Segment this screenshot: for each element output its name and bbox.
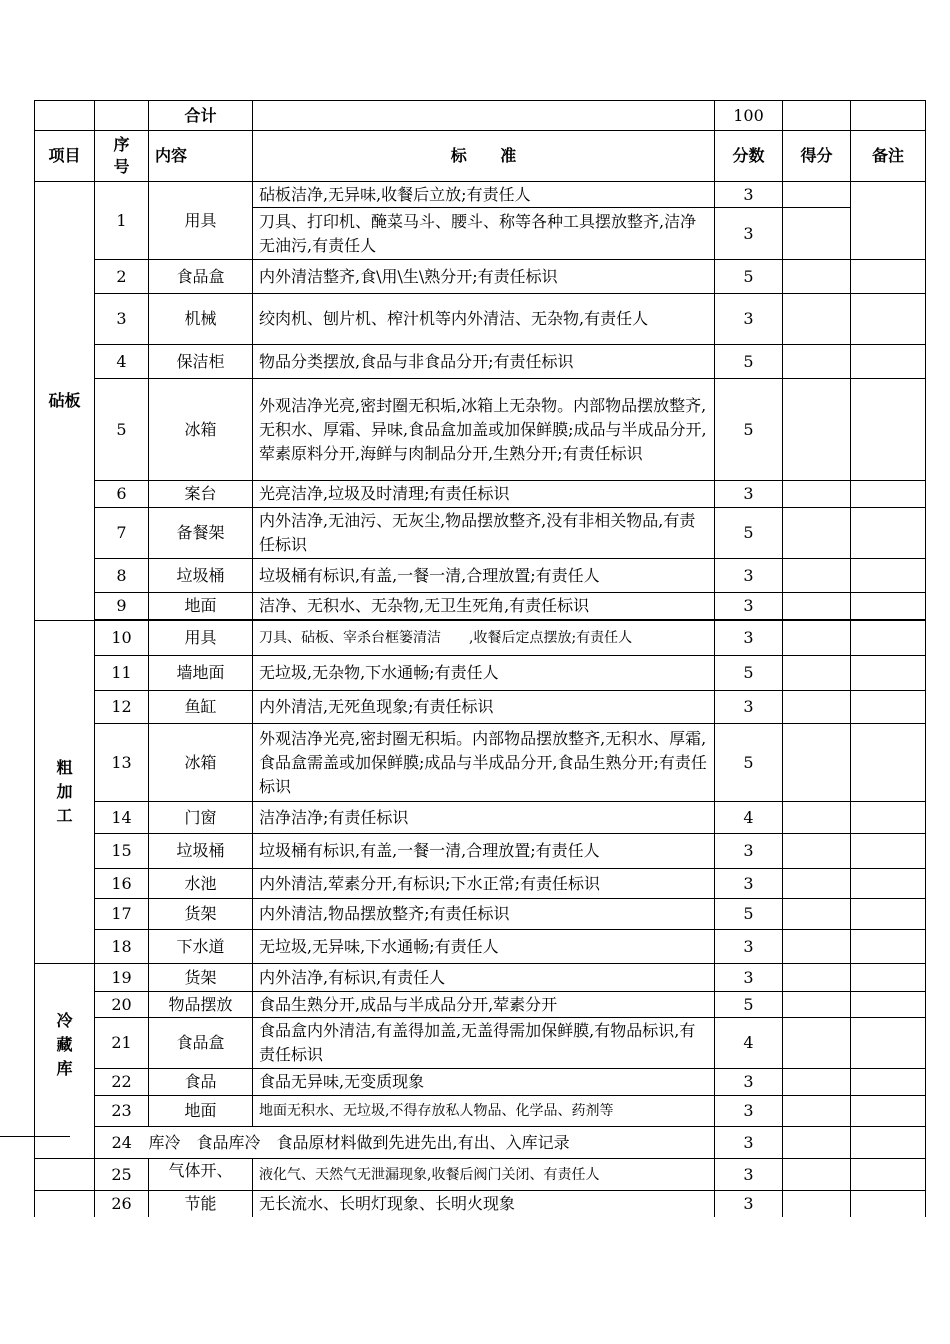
- row-score: 4: [715, 802, 783, 834]
- row-standard: 液化气、天然气无泄漏现象,收餐后阀门关闭、有责任人: [253, 1159, 715, 1191]
- row-standard: 物品分类摆放,食品与非食品分开;有责任标识: [253, 345, 715, 379]
- row-standard: 内外清洁,荤素分开,有标识;下水正常;有责任标识: [253, 869, 715, 899]
- row-standard: 内外洁净,有标识,有责任人: [253, 964, 715, 992]
- row-seq: 2: [95, 260, 149, 294]
- row-note: [851, 724, 926, 802]
- table-row: [35, 621, 926, 656]
- row-content: 食品盒: [149, 1018, 253, 1069]
- row-note: [851, 621, 926, 656]
- row-seq: 18: [95, 930, 149, 964]
- row-score: 5: [715, 508, 783, 559]
- row-note: [851, 1127, 926, 1159]
- row-got: [783, 260, 851, 294]
- row-score: 3: [715, 182, 783, 208]
- section-label: [35, 621, 95, 964]
- row-standard: 无长流水、长明灯现象、长明火现象: [253, 1191, 715, 1217]
- empty-cell: [851, 101, 926, 131]
- row-got: [783, 992, 851, 1018]
- row-got: [783, 802, 851, 834]
- row-content: 节能: [149, 1191, 253, 1217]
- row-note: [851, 992, 926, 1018]
- row-standard: 洁净洁净;有责任标识: [253, 802, 715, 834]
- row-seq: 4: [95, 345, 149, 379]
- row-note: [851, 593, 926, 620]
- row-content: 物品摆放: [149, 992, 253, 1018]
- row-standard: 食品无异味,无变质现象: [253, 1069, 715, 1096]
- header-note: 备注: [851, 131, 926, 182]
- empty-cell: [35, 101, 95, 131]
- row-content: 货架: [149, 964, 253, 992]
- row-content: 用具: [149, 182, 253, 260]
- row-got: [783, 294, 851, 345]
- row-seq: 23: [95, 1096, 149, 1127]
- row-score: 5: [715, 992, 783, 1018]
- empty-cell: [783, 101, 851, 131]
- row-note: [851, 1191, 926, 1217]
- row-got: [783, 1191, 851, 1217]
- row-standard: 内外洁净,无油污、无灰尘,物品摆放整齐,没有非相关物品,有责任标识: [253, 508, 715, 559]
- row-note: [851, 1018, 926, 1069]
- row-standard: 绞肉机、刨片机、榨汁机等内外清洁、无杂物,有责任人: [253, 294, 715, 345]
- row-seq: 11: [95, 656, 149, 691]
- row-standard: 食品生熟分开,成品与半成品分开,荤素分开: [253, 992, 715, 1018]
- row-got: [783, 691, 851, 724]
- row-content: 鱼缸: [149, 691, 253, 724]
- row-note: [851, 379, 926, 481]
- table-row: [35, 724, 926, 802]
- row-score: 3: [715, 481, 783, 508]
- row-seq: 5: [95, 379, 149, 481]
- row-got: [783, 899, 851, 930]
- row-got: [783, 208, 851, 260]
- row-note: [851, 559, 926, 593]
- row-score: 5: [715, 379, 783, 481]
- table-row: [35, 964, 926, 992]
- row-note: [851, 481, 926, 508]
- row-standard: 无垃圾,无杂物,下水通畅;有责任人: [253, 656, 715, 691]
- row-score: 3: [715, 559, 783, 593]
- row-note: [851, 802, 926, 834]
- row-standard: 刀具、打印机、醃菜马斗、腰斗、称等各种工具摆放整齐,洁净无油污,有责任人: [253, 208, 715, 260]
- table-row: [35, 656, 926, 691]
- row-content: 食品: [149, 1069, 253, 1096]
- section-label: [35, 964, 95, 1127]
- header-standard: 标 准: [253, 131, 715, 182]
- section-name: 粗加工: [56, 758, 73, 825]
- inspection-table: [34, 100, 926, 1217]
- row-content: 门窗: [149, 802, 253, 834]
- table-row: [35, 559, 926, 593]
- row-score: 3: [715, 621, 783, 656]
- header-got: 得分: [783, 131, 851, 182]
- row-seq: 25: [95, 1159, 149, 1191]
- row-got: [783, 1069, 851, 1096]
- row-note: [851, 508, 926, 559]
- table-row: [35, 1069, 926, 1096]
- row-got: [783, 481, 851, 508]
- table-row: [35, 834, 926, 869]
- total-score: 100: [715, 101, 783, 131]
- row-got: [783, 1127, 851, 1159]
- row-score: 3: [715, 208, 783, 260]
- row-note: [851, 260, 926, 294]
- row-score: 4: [715, 1018, 783, 1069]
- table-row: [35, 1159, 926, 1191]
- row-score: 3: [715, 593, 783, 620]
- row-got: [783, 930, 851, 964]
- empty-cell: [253, 101, 715, 131]
- table-row: [35, 1191, 926, 1217]
- row-content: 地面: [149, 593, 253, 620]
- row-score: 5: [715, 260, 783, 294]
- row-seq: 7: [95, 508, 149, 559]
- row-got: [783, 345, 851, 379]
- row-note: [851, 869, 926, 899]
- row-got: [783, 508, 851, 559]
- row-content: 垃圾桶: [149, 559, 253, 593]
- row-content: 食品盒: [149, 260, 253, 294]
- row-seq: 9: [95, 593, 149, 620]
- row-got: [783, 1096, 851, 1127]
- row-content: 备餐架: [149, 508, 253, 559]
- row-note: [851, 899, 926, 930]
- row-score: 5: [715, 656, 783, 691]
- row-seq: 26: [95, 1191, 149, 1217]
- row-seq: 16: [95, 869, 149, 899]
- row-got: [783, 593, 851, 620]
- row-content: 墙地面: [149, 656, 253, 691]
- header-row: [35, 131, 926, 182]
- table-row: [35, 182, 926, 208]
- row-standard: 刀具、砧板、宰杀台框篓清洁 ,收餐后定点摆放;有责任人: [253, 621, 715, 656]
- row-content: 下水道: [149, 930, 253, 964]
- row-got: [783, 964, 851, 992]
- summary-row: [35, 101, 926, 131]
- row-standard: 垃圾桶有标识,有盖,一餐一清,合理放置;有责任人: [253, 559, 715, 593]
- row-seq: 1: [95, 182, 149, 260]
- row-standard: 洁净、无积水、无杂物,无卫生死角,有责任标识: [253, 593, 715, 620]
- row-score: 3: [715, 1069, 783, 1096]
- row-standard: 内外清洁整齐,食\用\生\熟分开;有责任标识: [253, 260, 715, 294]
- divider-line: [0, 1136, 70, 1137]
- row-got: [783, 621, 851, 656]
- row-standard: 食品盒内外清洁,有盖得加盖,无盖得需加保鲜膜,有物品标识,有责任标识: [253, 1018, 715, 1069]
- row-note: [851, 182, 926, 260]
- table-row: [35, 294, 926, 345]
- header-content: 内容: [149, 131, 253, 182]
- table-row: [35, 593, 926, 620]
- row-got: [783, 656, 851, 691]
- row-score: 3: [715, 294, 783, 345]
- table-row: [35, 802, 926, 834]
- row-seq: 6: [95, 481, 149, 508]
- row-seq: 24: [95, 1127, 149, 1159]
- row-standard: 外观洁净光亮,密封圈无积垢,冰箱上无杂物。内部物品摆放整齐,无积水、厚霜、异味,食品盒加盖或加保鲜膜;成品与半成品分开,荤素原料分开,海鲜与肉制品分开,生熟分开;有责任标识: [253, 379, 715, 481]
- row-content: 水池: [149, 869, 253, 899]
- row-content: 垃圾桶: [149, 834, 253, 869]
- row-content: 保洁柜: [149, 345, 253, 379]
- row-standard: 垃圾桶有标识,有盖,一餐一清,合理放置;有责任人: [253, 834, 715, 869]
- row-seq: 13: [95, 724, 149, 802]
- row-score: 3: [715, 691, 783, 724]
- table-row: [35, 899, 926, 930]
- row-standard: 内外清洁,物品摆放整齐;有责任标识: [253, 899, 715, 930]
- table-row: [35, 992, 926, 1018]
- row-seq: 3: [95, 294, 149, 345]
- row-content: 货架: [149, 899, 253, 930]
- row-got: [783, 1018, 851, 1069]
- row-score: 5: [715, 724, 783, 802]
- header-project: 项目: [35, 131, 95, 182]
- row-standard: 外观洁净光亮,密封圈无积垢。内部物品摆放整齐,无积水、厚霜,食品盒需盖或加保鲜膜;成品与半成品分开,食品生熟分开;有责任标识: [253, 724, 715, 802]
- row-score: 3: [715, 964, 783, 992]
- table-row: [35, 869, 926, 899]
- row-seq: 17: [95, 899, 149, 930]
- table-row: [35, 260, 926, 294]
- total-label: 合计: [149, 101, 253, 131]
- row-note: [851, 656, 926, 691]
- row-content: 库冷 食品库冷 食品原材料做到先进先出,有出、入库记录: [149, 1127, 715, 1159]
- row-score: 3: [715, 1127, 783, 1159]
- row-seq: 15: [95, 834, 149, 869]
- row-note: [851, 1069, 926, 1096]
- row-standard: 内外清洁,无死鱼现象;有责任标识: [253, 691, 715, 724]
- row-got: [783, 1159, 851, 1191]
- table-row: [35, 1018, 926, 1069]
- table-row: [35, 379, 926, 481]
- row-note: [851, 930, 926, 964]
- row-content: 气体开、: [149, 1159, 253, 1191]
- table-row: [35, 345, 926, 379]
- row-seq: 10: [95, 621, 149, 656]
- row-seq: 20: [95, 992, 149, 1018]
- row-seq: 19: [95, 964, 149, 992]
- row-score: 3: [715, 834, 783, 869]
- row-seq: 8: [95, 559, 149, 593]
- row-standard: 砧板洁净,无异味,收餐后立放;有责任人: [253, 182, 715, 208]
- header-score: 分数: [715, 131, 783, 182]
- row-note: [851, 294, 926, 345]
- row-score: 3: [715, 1096, 783, 1127]
- row-score: 3: [715, 1191, 783, 1217]
- table-row: [35, 1096, 926, 1127]
- row-seq: 14: [95, 802, 149, 834]
- table-row: [35, 691, 926, 724]
- row-note: [851, 345, 926, 379]
- row-content: 机械: [149, 294, 253, 345]
- row-note: [851, 834, 926, 869]
- row-got: [783, 379, 851, 481]
- empty-cell: [35, 1191, 95, 1217]
- row-got: [783, 834, 851, 869]
- row-seq: 22: [95, 1069, 149, 1096]
- table-row: [35, 930, 926, 964]
- row-score: 3: [715, 930, 783, 964]
- row-note: [851, 964, 926, 992]
- row-note: [851, 1096, 926, 1127]
- section-name: 冷藏库: [56, 1011, 73, 1079]
- row-got: [783, 182, 851, 208]
- row-standard: 光亮洁净,垃圾及时清理;有责任标识: [253, 481, 715, 508]
- row-content: 用具: [149, 621, 253, 656]
- row-seq: 12: [95, 691, 149, 724]
- row-score: 5: [715, 899, 783, 930]
- table-row: [35, 481, 926, 508]
- row-score: 3: [715, 869, 783, 899]
- row-content: 冰箱: [149, 724, 253, 802]
- header-seq: 序号: [95, 131, 149, 182]
- row-content: 案台: [149, 481, 253, 508]
- table-row: [35, 1127, 926, 1159]
- section-label: 砧板: [35, 182, 95, 621]
- row-score: 3: [715, 1159, 783, 1191]
- row-standard: 无垃圾,无异味,下水通畅;有责任人: [253, 930, 715, 964]
- row-seq: 21: [95, 1018, 149, 1069]
- row-content: 地面: [149, 1096, 253, 1127]
- row-note: [851, 691, 926, 724]
- empty-cell: [95, 101, 149, 131]
- row-got: [783, 559, 851, 593]
- table-row: [35, 508, 926, 559]
- row-score: 5: [715, 345, 783, 379]
- empty-cell: [35, 1127, 95, 1159]
- row-got: [783, 724, 851, 802]
- empty-cell: [35, 1159, 95, 1191]
- row-note: [851, 1159, 926, 1191]
- row-content: 冰箱: [149, 379, 253, 481]
- row-standard: 地面无积水、无垃圾,不得存放私人物品、化学品、药剂等: [253, 1096, 715, 1127]
- row-got: [783, 869, 851, 899]
